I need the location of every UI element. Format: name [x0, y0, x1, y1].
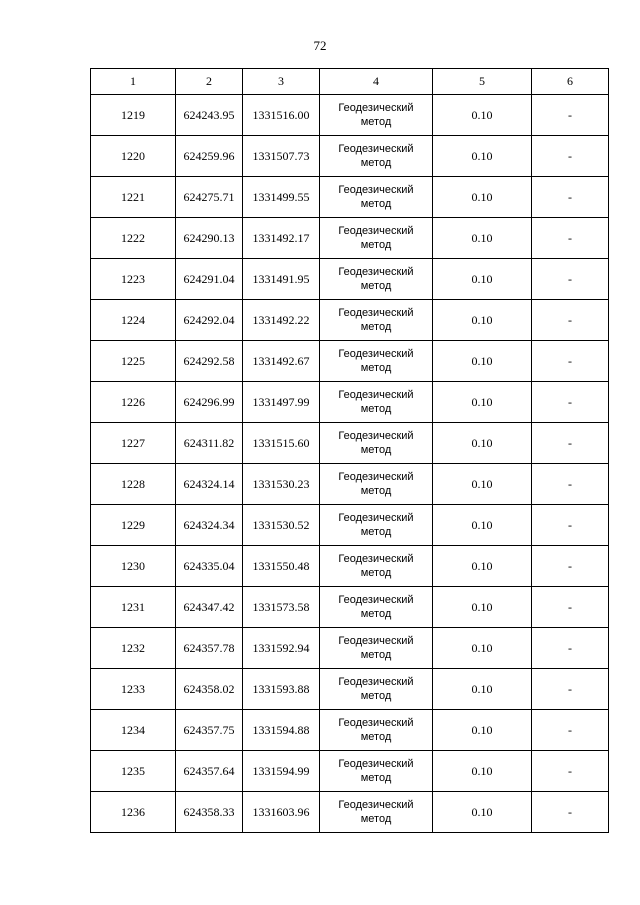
table-row	[91, 505, 609, 546]
method-line-1: Геодезический	[338, 635, 414, 647]
table-row	[91, 95, 609, 136]
note-cell: -	[532, 423, 609, 464]
method-line-1: Геодезический	[338, 430, 414, 442]
method-line-2: метод	[360, 362, 392, 374]
point-number-cell: 1232	[91, 628, 176, 669]
method-line-1: Геодезический	[338, 307, 414, 319]
method-line-2: метод	[360, 444, 392, 456]
x-coordinate-cell: 624358.33	[176, 792, 243, 833]
accuracy-cell: 0.10	[433, 423, 532, 464]
accuracy-cell: 0.10	[433, 464, 532, 505]
point-number-cell: 1220	[91, 136, 176, 177]
method-line-1: Геодезический	[338, 799, 414, 811]
accuracy-cell: 0.10	[433, 751, 532, 792]
method-line-2: метод	[360, 813, 392, 825]
y-coordinate-cell: 1331593.88	[243, 669, 320, 710]
method-line-1: Геодезический	[338, 348, 414, 360]
y-coordinate-cell: 1331592.94	[243, 628, 320, 669]
x-coordinate-cell: 624357.75	[176, 710, 243, 751]
note-cell: -	[532, 259, 609, 300]
method-cell	[320, 505, 433, 546]
method-line-2: метод	[360, 526, 392, 538]
point-number-cell: 1233	[91, 669, 176, 710]
method-line-1: Геодезический	[338, 389, 414, 401]
accuracy-cell: 0.10	[433, 587, 532, 628]
table-row	[91, 751, 609, 792]
note-cell: -	[532, 177, 609, 218]
y-coordinate-cell: 1331491.95	[243, 259, 320, 300]
accuracy-cell: 0.10	[433, 505, 532, 546]
note-cell: -	[532, 341, 609, 382]
y-coordinate-cell: 1331507.73	[243, 136, 320, 177]
table-row	[91, 464, 609, 505]
point-number-cell: 1227	[91, 423, 176, 464]
column-header: 6	[532, 69, 609, 95]
note-cell: -	[532, 669, 609, 710]
point-number-cell: 1231	[91, 587, 176, 628]
point-number-cell: 1221	[91, 177, 176, 218]
y-coordinate-cell: 1331515.60	[243, 423, 320, 464]
table-row	[91, 300, 609, 341]
method-cell	[320, 792, 433, 833]
method-cell	[320, 423, 433, 464]
table-row	[91, 136, 609, 177]
method-cell	[320, 259, 433, 300]
note-cell: -	[532, 792, 609, 833]
y-coordinate-cell: 1331492.67	[243, 341, 320, 382]
note-cell: -	[532, 628, 609, 669]
method-cell	[320, 628, 433, 669]
method-cell	[320, 546, 433, 587]
method-cell	[320, 341, 433, 382]
y-coordinate-cell: 1331550.48	[243, 546, 320, 587]
accuracy-cell: 0.10	[433, 177, 532, 218]
point-number-cell: 1222	[91, 218, 176, 259]
x-coordinate-cell: 624296.99	[176, 382, 243, 423]
column-header: 1	[91, 69, 176, 95]
method-line-2: метод	[360, 772, 392, 784]
method-line-1: Геодезический	[338, 758, 414, 770]
method-cell	[320, 218, 433, 259]
note-cell: -	[532, 218, 609, 259]
method-cell	[320, 177, 433, 218]
method-line-2: метод	[360, 690, 392, 702]
point-number-cell: 1225	[91, 341, 176, 382]
accuracy-cell: 0.10	[433, 218, 532, 259]
x-coordinate-cell: 624324.34	[176, 505, 243, 546]
point-number-cell: 1230	[91, 546, 176, 587]
table-row	[91, 792, 609, 833]
x-coordinate-cell: 624243.95	[176, 95, 243, 136]
y-coordinate-cell: 1331492.17	[243, 218, 320, 259]
method-cell	[320, 587, 433, 628]
method-line-1: Геодезический	[338, 143, 414, 155]
method-line-2: метод	[360, 485, 392, 497]
accuracy-cell: 0.10	[433, 792, 532, 833]
point-number-cell: 1219	[91, 95, 176, 136]
point-number-cell: 1236	[91, 792, 176, 833]
point-number-cell: 1226	[91, 382, 176, 423]
note-cell: -	[532, 382, 609, 423]
method-line-1: Геодезический	[338, 471, 414, 483]
note-cell: -	[532, 95, 609, 136]
table-row	[91, 341, 609, 382]
method-line-2: метод	[360, 116, 392, 128]
method-line-2: метод	[360, 403, 392, 415]
method-line-1: Геодезический	[338, 266, 414, 278]
point-number-cell: 1234	[91, 710, 176, 751]
x-coordinate-cell: 624357.64	[176, 751, 243, 792]
accuracy-cell: 0.10	[433, 382, 532, 423]
method-line-2: метод	[360, 608, 392, 620]
method-line-2: метод	[360, 198, 392, 210]
coordinates-table	[90, 68, 609, 833]
method-line-1: Геодезический	[338, 717, 414, 729]
x-coordinate-cell: 624290.13	[176, 218, 243, 259]
x-coordinate-cell: 624358.02	[176, 669, 243, 710]
method-line-2: метод	[360, 239, 392, 251]
table-row	[91, 177, 609, 218]
accuracy-cell: 0.10	[433, 710, 532, 751]
accuracy-cell: 0.10	[433, 136, 532, 177]
table-row	[91, 259, 609, 300]
table-row	[91, 710, 609, 751]
method-line-1: Геодезический	[338, 676, 414, 688]
column-header: 4	[320, 69, 433, 95]
point-number-cell: 1228	[91, 464, 176, 505]
page-number: 72	[313, 38, 327, 53]
method-line-1: Геодезический	[338, 553, 414, 565]
x-coordinate-cell: 624324.14	[176, 464, 243, 505]
x-coordinate-cell: 624357.78	[176, 628, 243, 669]
note-cell: -	[532, 710, 609, 751]
y-coordinate-cell: 1331573.58	[243, 587, 320, 628]
table-row	[91, 669, 609, 710]
y-coordinate-cell: 1331530.23	[243, 464, 320, 505]
accuracy-cell: 0.10	[433, 669, 532, 710]
table-row	[91, 628, 609, 669]
method-cell	[320, 669, 433, 710]
point-number-cell: 1235	[91, 751, 176, 792]
method-cell	[320, 95, 433, 136]
x-coordinate-cell: 624291.04	[176, 259, 243, 300]
method-line-1: Геодезический	[338, 225, 414, 237]
method-cell	[320, 464, 433, 505]
x-coordinate-cell: 624311.82	[176, 423, 243, 464]
table-header-row	[91, 69, 609, 95]
y-coordinate-cell: 1331594.99	[243, 751, 320, 792]
x-coordinate-cell: 624292.58	[176, 341, 243, 382]
accuracy-cell: 0.10	[433, 628, 532, 669]
column-header: 3	[243, 69, 320, 95]
note-cell: -	[532, 136, 609, 177]
note-cell: -	[532, 464, 609, 505]
y-coordinate-cell: 1331516.00	[243, 95, 320, 136]
method-cell	[320, 751, 433, 792]
table-row	[91, 546, 609, 587]
point-number-cell: 1224	[91, 300, 176, 341]
table-row	[91, 587, 609, 628]
column-header: 2	[176, 69, 243, 95]
note-cell: -	[532, 751, 609, 792]
method-line-2: метод	[360, 157, 392, 169]
note-cell: -	[532, 505, 609, 546]
accuracy-cell: 0.10	[433, 259, 532, 300]
method-line-1: Геодезический	[338, 184, 414, 196]
method-line-1: Геодезический	[338, 102, 414, 114]
y-coordinate-cell: 1331492.22	[243, 300, 320, 341]
point-number-cell: 1223	[91, 259, 176, 300]
column-header: 5	[433, 69, 532, 95]
table-body	[91, 95, 609, 833]
note-cell: -	[532, 546, 609, 587]
x-coordinate-cell: 624259.96	[176, 136, 243, 177]
x-coordinate-cell: 624292.04	[176, 300, 243, 341]
method-cell	[320, 300, 433, 341]
x-coordinate-cell: 624335.04	[176, 546, 243, 587]
method-line-1: Геодезический	[338, 512, 414, 524]
method-cell	[320, 710, 433, 751]
accuracy-cell: 0.10	[433, 546, 532, 587]
y-coordinate-cell: 1331603.96	[243, 792, 320, 833]
method-line-2: метод	[360, 280, 392, 292]
x-coordinate-cell: 624275.71	[176, 177, 243, 218]
x-coordinate-cell: 624347.42	[176, 587, 243, 628]
method-cell	[320, 382, 433, 423]
table-row	[91, 218, 609, 259]
y-coordinate-cell: 1331497.99	[243, 382, 320, 423]
point-number-cell: 1229	[91, 505, 176, 546]
table-row	[91, 382, 609, 423]
accuracy-cell: 0.10	[433, 95, 532, 136]
method-line-2: метод	[360, 321, 392, 333]
method-line-2: метод	[360, 567, 392, 579]
method-cell	[320, 136, 433, 177]
method-line-1: Геодезический	[338, 594, 414, 606]
note-cell: -	[532, 300, 609, 341]
method-line-2: метод	[360, 731, 392, 743]
accuracy-cell: 0.10	[433, 341, 532, 382]
note-cell: -	[532, 587, 609, 628]
table-row	[91, 423, 609, 464]
y-coordinate-cell: 1331594.88	[243, 710, 320, 751]
accuracy-cell: 0.10	[433, 300, 532, 341]
y-coordinate-cell: 1331530.52	[243, 505, 320, 546]
y-coordinate-cell: 1331499.55	[243, 177, 320, 218]
method-line-2: метод	[360, 649, 392, 661]
